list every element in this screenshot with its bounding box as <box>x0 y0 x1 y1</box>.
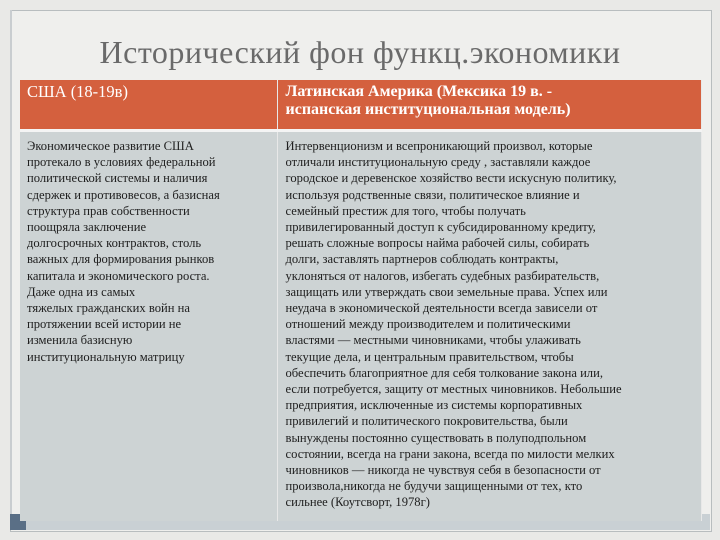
header-usa-line: США (18-19в) <box>27 82 128 101</box>
text-line: состоянии, всегда на грани закона, всегда по милости мелких <box>285 446 615 461</box>
table-header-row <box>20 80 701 131</box>
text-line: капитала и экономического роста. <box>27 268 210 283</box>
header-usa <box>20 80 277 131</box>
text-line: долгосрочных контрактов, столь <box>27 236 202 251</box>
header-latin-america-line-1: Латинская Америка (Мексика 19 в. - <box>285 83 553 100</box>
text-line: неудача в экономической деятельности всегда зависели от <box>285 301 598 316</box>
text-line: используя родственные связи, политическое влияние и <box>285 187 580 202</box>
slide-title: Исторический фон функц.экономики <box>99 34 621 70</box>
text-line: если потребуется, защиту от местных чиновников. Небольшие <box>285 382 622 397</box>
text-line: политической системы и наличия <box>27 171 208 186</box>
text-line: отношений между производителем и политическими <box>285 317 571 332</box>
text-line: вынуждены постоянно существовать в полуподпольном <box>285 430 587 445</box>
text-line: привилегированный доступ к субсидированному кредиту, <box>285 220 596 235</box>
text-line: изменила базисную <box>27 333 133 348</box>
text-line: уклоняться от налогов, избегать судебных разбирательств, <box>285 268 600 283</box>
text-line: поощряла заключение <box>27 220 147 235</box>
text-line: обеспечить благоприятное для себя толкование закона или, <box>285 365 603 380</box>
comparison-table <box>20 80 702 521</box>
text-line: предприятия, исключенные из системы корпоративных <box>285 398 583 413</box>
latin-america-text-cell <box>277 131 701 522</box>
text-line: Интервенционизм и всепроникающий произвол, которые <box>285 139 593 153</box>
text-line: текущие дела, и центральным правительством, чтобы <box>285 349 574 364</box>
text-line: властями — местными чиновниками, чтобы улаживать <box>285 333 581 348</box>
text-line: сильнее (Коутсворт, 1978г) <box>285 495 430 510</box>
text-line: чиновников — никогда не чувствуя себя в безопасности от <box>285 463 601 478</box>
table-body-row <box>20 131 701 522</box>
text-line: институциональную матрицу <box>27 349 185 364</box>
left-decorative-rule <box>10 10 12 530</box>
header-latin-america-line-2: испанская институциональная модель) <box>285 101 571 118</box>
text-line: тяжелых гражданских войн на <box>27 301 190 316</box>
text-line: важных для формирования рынков <box>27 252 215 267</box>
text-line: решать сложные вопросы найма рабочей силы, собирать <box>285 236 590 251</box>
text-line: Даже одна из самых <box>27 284 136 299</box>
header-latin-america <box>277 80 701 131</box>
text-line: долги, заставлять партнеров соблюдать контракты, <box>285 252 559 267</box>
text-line: протекало в условиях федеральной <box>27 155 216 170</box>
text-line: протяжении всей истории не <box>27 317 182 332</box>
text-line: семейный престиж для того, чтобы получать <box>285 203 526 218</box>
text-line: Экономическое развитие США <box>27 139 194 153</box>
text-line: городское и деревенское хозяйство вести искусную политику, <box>285 171 617 186</box>
text-line: защищать или утверждать свои земельные права. Успех или <box>285 284 608 299</box>
text-line: структура прав собственности <box>27 203 190 218</box>
text-line: произвола,никогда не будучи защищенными от тех, кто <box>285 479 583 494</box>
text-line: привилегий и политического покровительства, были <box>285 414 568 429</box>
text-line: отличали институциональную среду , заставляли каждое <box>285 155 591 170</box>
usa-text-cell <box>20 131 277 522</box>
text-line: сдержек и противовесов, а базисная <box>27 187 220 202</box>
